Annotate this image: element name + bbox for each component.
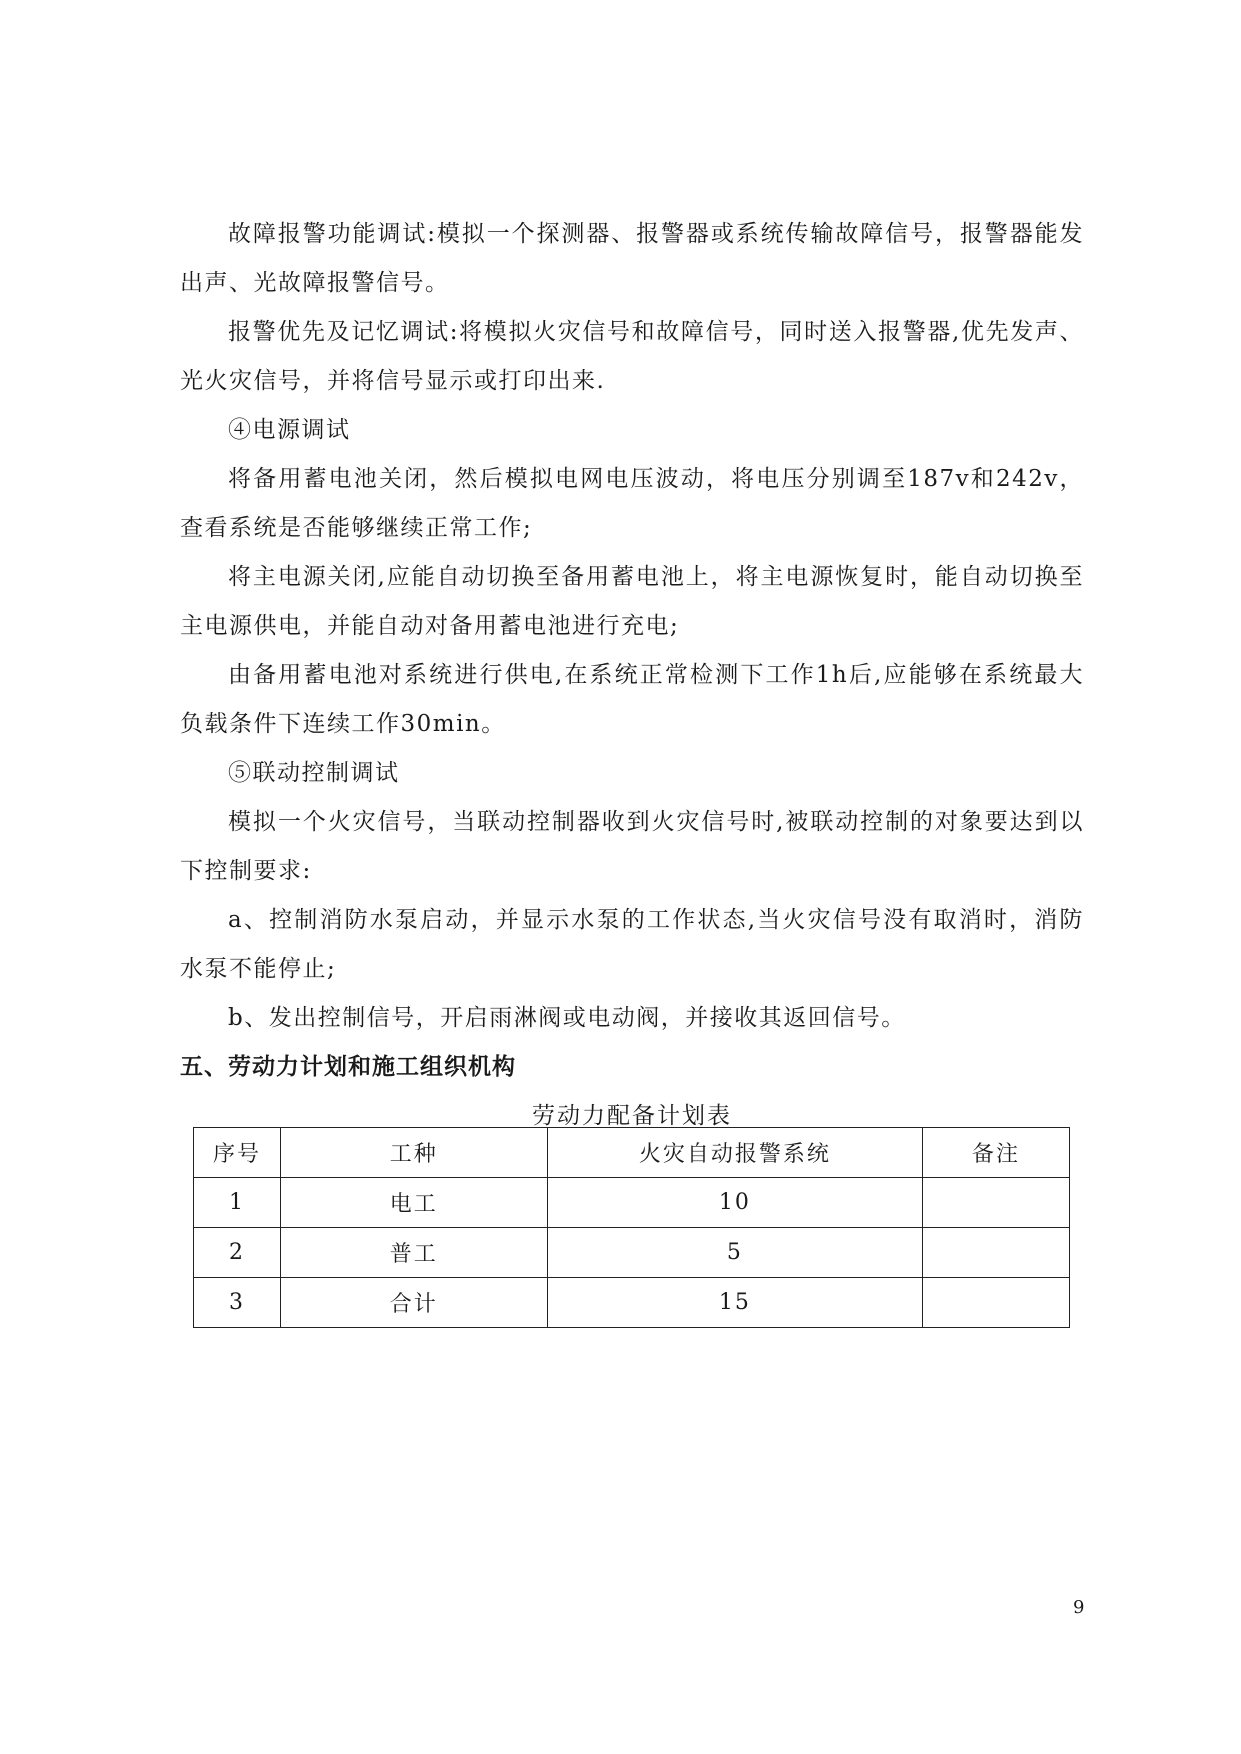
labor-plan-table	[193, 1127, 1070, 1328]
header-cell-index: 序号	[194, 1128, 281, 1178]
paragraph-linkage-requirements: 模拟一个火灾信号，当联动控制器收到火灾信号时,被联动控制的对象要达到以下控制要求:	[180, 809, 1084, 884]
subheading-power-test: ④电源调试	[228, 417, 351, 443]
paragraph-voltage-fluctuation: 将备用蓄电池关闭，然后模拟电网电压波动，将电压分别调至187v和242v，查看系统是否能够继续正常工作;	[180, 466, 1084, 541]
cell-remarks	[923, 1228, 1070, 1278]
subheading-linkage-control-test: ⑤联动控制调试	[228, 760, 400, 786]
body-text	[180, 210, 1084, 1141]
cell-trade: 普工	[280, 1228, 547, 1278]
cell-count: 5	[547, 1228, 923, 1278]
cell-index: 2	[194, 1228, 281, 1278]
paragraph-alarm-priority-test: 报警优先及记忆调试:将模拟火灾信号和故障信号，同时送入报警器,优先发声、光火灾信号，并将信号显示或打印出来.	[180, 319, 1084, 394]
cell-index: 1	[194, 1178, 281, 1228]
cell-remarks	[923, 1178, 1070, 1228]
cell-trade: 合计	[280, 1278, 547, 1328]
table-row	[194, 1178, 1070, 1228]
paragraph-battery-supply: 由备用蓄电池对系统进行供电,在系统正常检测下工作1h后,应能够在系统最大负载条件下连续工作30min。	[180, 662, 1084, 737]
cell-count: 15	[547, 1278, 923, 1328]
header-cell-remarks: 备注	[923, 1128, 1070, 1178]
cell-trade: 电工	[280, 1178, 547, 1228]
paragraph-item-b: b、发出控制信号，开启雨淋阀或电动阀，并接收其返回信号。	[228, 1005, 906, 1031]
header-cell-trade: 工种	[280, 1128, 547, 1178]
page-number: 9	[1073, 1597, 1085, 1618]
section-heading: 五、劳动力计划和施工组织机构	[180, 1054, 516, 1080]
cell-remarks	[923, 1278, 1070, 1328]
paragraph-fault-alarm-test: 故障报警功能调试:模拟一个探测器、报警器或系统传输故障信号，报警器能发出声、光故障报警信号。	[180, 221, 1084, 296]
header-cell-fire-alarm-system: 火灾自动报警系统	[547, 1128, 923, 1178]
table-caption: 劳动力配备计划表	[532, 1103, 732, 1129]
cell-count: 10	[547, 1178, 923, 1228]
paragraph-item-a: a、控制消防水泵启动，并显示水泵的工作状态,当火灾信号没有取消时，消防水泵不能停止;	[180, 907, 1084, 982]
paragraph-main-power-switch: 将主电源关闭,应能自动切换至备用蓄电池上，将主电源恢复时，能自动切换至主电源供电，并能自动对备用蓄电池进行充电;	[180, 564, 1084, 639]
cell-index: 3	[194, 1278, 281, 1328]
table-header-row	[194, 1128, 1070, 1178]
table-row	[194, 1278, 1070, 1328]
table-row	[194, 1228, 1070, 1278]
